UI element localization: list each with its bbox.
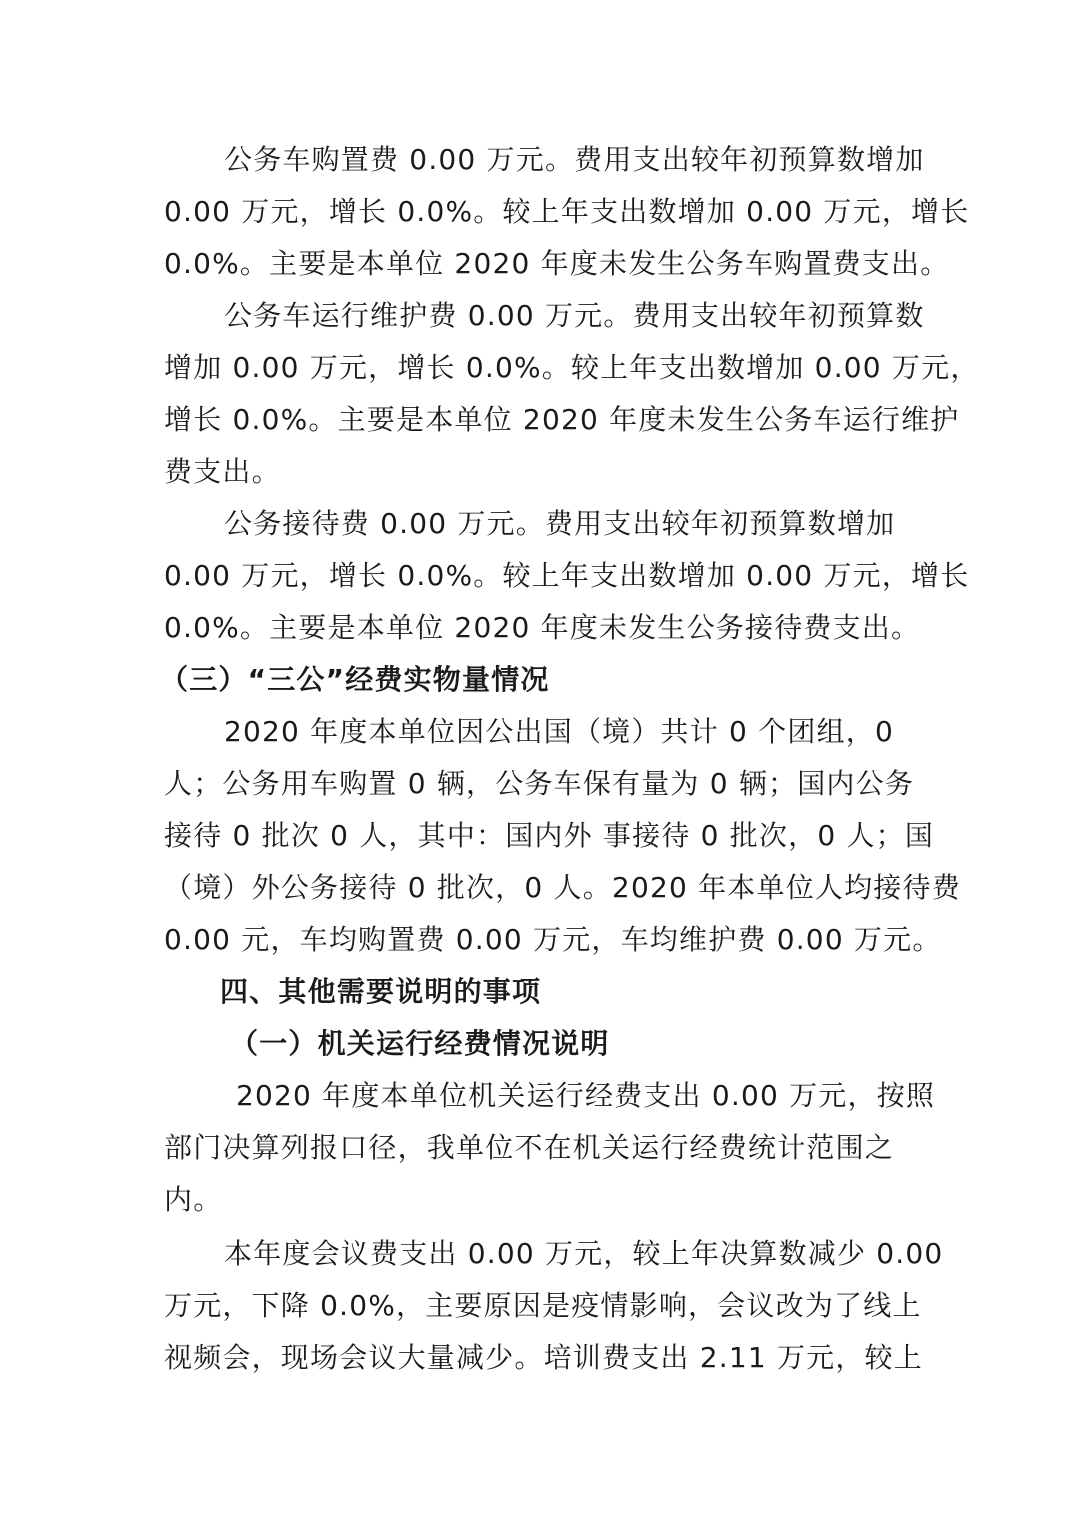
paragraph-line: 公务接待费 0.00 万元。费用支出较年初预算数增加 <box>224 507 896 540</box>
paragraph-line: 视频会，现场会议大量减少。培训费支出 2.11 万元，较上 <box>164 1341 923 1374</box>
paragraph-line: 费支出。 <box>164 455 281 488</box>
paragraph-line: 增长 0.0%。主要是本单位 2020 年度未发生公务车运行维护 <box>164 403 960 436</box>
paragraph-line: 公务车购置费 0.00 万元。费用支出较年初预算数增加 <box>224 143 925 176</box>
paragraph-line: 0.0%。主要是本单位 2020 年度未发生公务接待费支出。 <box>164 611 921 644</box>
paragraph-line: 2020 年度本单位机关运行经费支出 0.00 万元，按照 <box>236 1079 936 1112</box>
paragraph-line: 公务车运行维护费 0.00 万元。费用支出较年初预算数 <box>224 299 925 332</box>
paragraph-line: 0.00 万元，增长 0.0%。较上年支出数增加 0.00 万元，增长 <box>164 195 970 228</box>
paragraph-line: 内。 <box>164 1183 223 1216</box>
paragraph-line: 万元，下降 0.0%，主要原因是疫情影响，会议改为了线上 <box>164 1289 922 1322</box>
paragraph-line: 2020 年度本单位因公出国（境）共计 0 个团组，0 <box>224 715 894 748</box>
section-heading: （三）“三公”经费实物量情况 <box>160 663 550 696</box>
section-heading: 四、其他需要说明的事项 <box>220 975 542 1008</box>
paragraph-line: 接待 0 批次 0 人，其中：国内外 事接待 0 批次，0 人；国 <box>164 819 935 852</box>
subsection-heading: （一）机关运行经费情况说明 <box>230 1027 610 1060</box>
paragraph-line: 0.00 元，车均购置费 0.00 万元，车均维护费 0.00 万元。 <box>164 923 942 956</box>
paragraph-line: 增加 0.00 万元，增长 0.0%。较上年支出数增加 0.00 万元， <box>164 351 980 384</box>
paragraph-line: 0.0%。主要是本单位 2020 年度未发生公务车购置费支出。 <box>164 247 950 280</box>
paragraph-line: （境）外公务接待 0 批次，0 人。2020 年本单位人均接待费 <box>164 871 961 904</box>
paragraph-line: 部门决算列报口径，我单位不在机关运行经费统计范围之 <box>164 1131 895 1164</box>
paragraph-line: 人；公务用车购置 0 辆，公务车保有量为 0 辆；国内公务 <box>164 767 915 800</box>
paragraph-line: 本年度会议费支出 0.00 万元，较上年决算数减少 0.00 <box>224 1237 944 1270</box>
paragraph-line: 0.00 万元，增长 0.0%。较上年支出数增加 0.00 万元，增长 <box>164 559 970 592</box>
